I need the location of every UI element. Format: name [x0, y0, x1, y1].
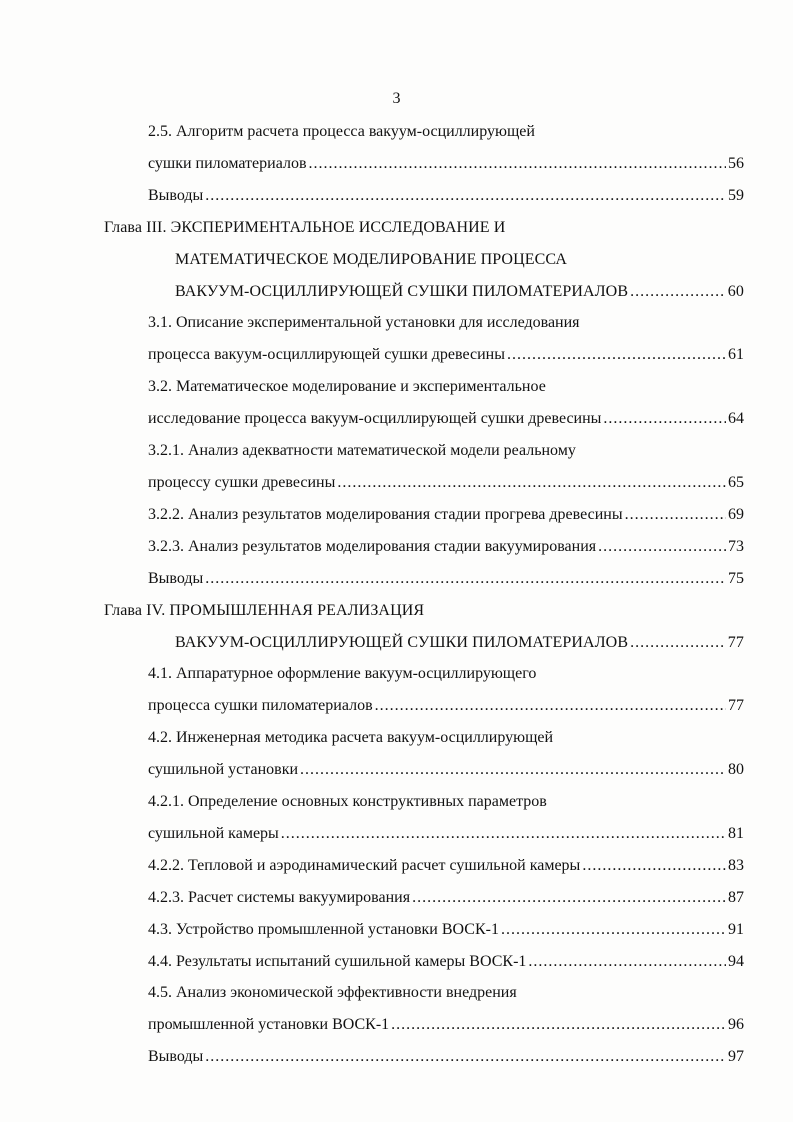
dot-leader — [630, 276, 726, 308]
dot-leader — [501, 914, 726, 946]
toc-entry — [104, 595, 744, 627]
toc-entry — [104, 627, 744, 659]
dot-leader — [205, 1041, 726, 1073]
toc-entry-text: 4.1. Аппаратурное оформление вакуум-осциллирующего — [148, 665, 537, 683]
toc-entry — [104, 882, 744, 914]
dot-leader — [337, 467, 726, 499]
toc-page-number: 94 — [728, 952, 744, 970]
toc-entry — [104, 531, 744, 563]
dot-leader — [625, 499, 726, 531]
page-number: 3 — [392, 90, 401, 107]
toc-entry-text: сушильной камеры — [148, 824, 279, 842]
toc-entry — [104, 499, 744, 531]
toc-entry-text: 4.2. Инженерная методика расчета вакуум-осциллирующей — [148, 729, 554, 747]
dot-leader — [205, 563, 726, 595]
dot-leader — [630, 627, 726, 659]
toc-entry-text: 4.2.2. Тепловой и аэродинамический расчет сушильной камеры — [148, 856, 581, 874]
table-of-contents — [104, 116, 744, 1073]
toc-entry — [104, 148, 744, 180]
toc-entry-text: процессу сушки древесины — [148, 473, 336, 491]
toc-entry-text: 4.2.1. Определение основных конструктивных параметров — [148, 793, 547, 811]
toc-entry-text: сушки пиломатериалов — [148, 154, 307, 172]
toc-entry-text: 4.2.3. Расчет системы вакуумирования — [148, 888, 411, 906]
toc-entry-text: 4.3. Устройство промышленной установки ВОСК-1 — [148, 920, 499, 938]
dot-leader — [309, 148, 727, 180]
toc-entry-text: 4.5. Анализ экономической эффективности внедрения — [148, 984, 517, 1002]
toc-entry — [104, 563, 744, 595]
toc-entry-text: 3.2.3. Анализ результатов моделирования стадии вакуумирования — [148, 537, 597, 555]
toc-entry — [104, 180, 744, 212]
toc-entry-text: процесса вакуум-осциллирующей сушки древесины — [148, 346, 505, 364]
toc-entry-text: промышленной установки ВОСК-1 — [148, 1016, 390, 1034]
toc-entry — [104, 1041, 744, 1073]
dot-leader — [412, 882, 726, 914]
dot-leader — [281, 818, 726, 850]
toc-entry-text: 3.2.2. Анализ результатов моделирования стадии прогрева древесины — [148, 505, 623, 523]
dot-leader — [582, 850, 726, 882]
toc-entry — [104, 946, 744, 978]
toc-entry-text: Глава III. ЭКСПЕРИМЕНТАЛЬНОЕ ИССЛЕДОВАНИЕ И — [104, 218, 506, 236]
toc-entry — [104, 435, 744, 467]
dot-leader — [375, 690, 726, 722]
toc-entry — [104, 276, 744, 308]
toc-page-number: 65 — [728, 473, 744, 491]
toc-page-number: 80 — [728, 761, 744, 779]
toc-entry — [104, 690, 744, 722]
dot-leader — [300, 754, 726, 786]
toc-page-number: 73 — [728, 537, 744, 555]
toc-entry — [104, 307, 744, 339]
toc-entry-text: сушильной установки — [148, 761, 299, 779]
toc-page-number: 97 — [728, 1048, 744, 1066]
toc-page-number: 59 — [728, 186, 744, 204]
toc-entry — [104, 658, 744, 690]
toc-entry — [104, 467, 744, 499]
toc-entry — [104, 371, 744, 403]
toc-page-number: 77 — [728, 697, 744, 715]
toc-page-number: 75 — [728, 569, 744, 587]
toc-page-number: 91 — [728, 920, 744, 938]
toc-entry — [104, 403, 744, 435]
toc-entry-text: процесса сушки пиломатериалов — [148, 697, 373, 715]
toc-page-number: 64 — [728, 410, 744, 428]
toc-entry — [104, 818, 744, 850]
toc-page-number: 61 — [728, 346, 744, 364]
toc-page-number: 77 — [727, 633, 744, 651]
toc-entry — [104, 977, 744, 1009]
toc-entry — [104, 850, 744, 882]
dot-leader — [507, 339, 726, 371]
toc-entry-text: 3.2.1. Анализ адекватности математической модели реальному — [148, 442, 576, 460]
toc-page-number: 56 — [728, 154, 744, 172]
toc-entry — [104, 339, 744, 371]
dot-leader — [391, 1009, 726, 1041]
toc-entry-text: Глава IV. ПРОМЫШЛЕННАЯ РЕАЛИЗАЦИЯ — [104, 601, 425, 619]
toc-entry — [104, 722, 744, 754]
toc-page-number: 60 — [727, 282, 744, 300]
toc-entry — [104, 786, 744, 818]
toc-entry — [104, 212, 744, 244]
toc-entry-text: Выводы — [148, 186, 204, 204]
toc-page-number: 87 — [728, 888, 744, 906]
toc-entry-text: 3.1. Описание экспериментальной установки для исследования — [148, 314, 580, 332]
toc-entry-text: 4.4. Результаты испытаний сушильной камеры ВОСК-1 — [148, 952, 527, 970]
dot-leader — [598, 531, 726, 563]
toc-entry-text: ВАКУУМ-ОСЦИЛЛИРУЮЩЕЙ СУШКИ ПИЛОМАТЕРИАЛОВ — [175, 633, 629, 651]
toc-page-number: 81 — [728, 824, 744, 842]
toc-entry-text: ВАКУУМ-ОСЦИЛЛИРУЮЩЕЙ СУШКИ ПИЛОМАТЕРИАЛОВ — [175, 282, 629, 300]
toc-entry-text: 3.2. Математическое моделирование и экспериментальное — [148, 378, 546, 396]
toc-entry — [104, 116, 744, 148]
toc-page-number: 83 — [728, 856, 744, 874]
toc-entry-text: Выводы — [148, 1048, 204, 1066]
toc-entry-text: Выводы — [148, 569, 204, 587]
toc-entry-text: 2.5. Алгоритм расчета процесса вакуум-осциллирующей — [148, 123, 535, 140]
dot-leader — [528, 946, 726, 978]
dot-leader — [603, 403, 726, 435]
toc-entry — [104, 244, 744, 276]
toc-page-number: 69 — [728, 505, 744, 523]
dot-leader — [205, 180, 726, 212]
toc-entry-text: исследование процесса вакуум-осциллирующей сушки древесины — [148, 410, 602, 428]
toc-entry — [104, 754, 744, 786]
toc-entry — [104, 914, 744, 946]
toc-entry — [104, 1009, 744, 1041]
toc-entry-text: МАТЕМАТИЧЕСКОЕ МОДЕЛИРОВАНИЕ ПРОЦЕССА — [175, 250, 568, 268]
toc-page-number: 96 — [728, 1016, 744, 1034]
